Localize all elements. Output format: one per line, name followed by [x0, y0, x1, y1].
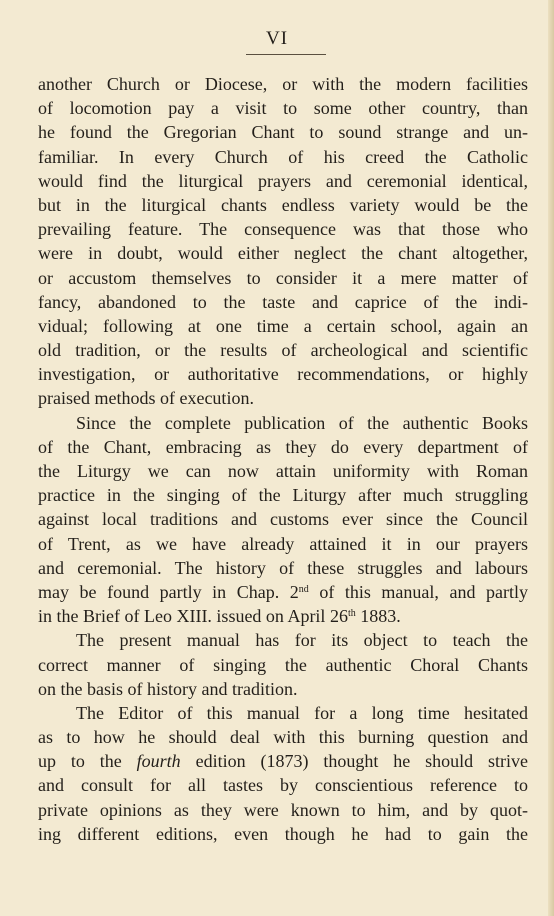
header-rule	[246, 54, 326, 55]
text-line: investigation, or authoritative recommendations, or highly	[38, 364, 528, 385]
text-line	[38, 580, 528, 604]
text-fragment: of this manual, and partly	[308, 581, 528, 602]
text-line: would find the liturgical prayers and ceremonial identical,	[38, 170, 528, 191]
paragraph-3	[38, 628, 528, 701]
ordinal-suffix: nd	[298, 583, 309, 595]
italic-word: fourth	[136, 751, 181, 772]
text-line: private opinions as they were known to him, and by quot-	[38, 799, 528, 820]
text-line: of Trent, as we have already attained it in our prayers	[38, 533, 528, 554]
text-line: but in the liturgical chants endless variety would be the	[38, 194, 528, 215]
text-line: vidual; following at one time a certain school, again an	[38, 315, 528, 336]
text-line: of locomotion pay a visit to some other country, than	[38, 98, 528, 119]
text-line: correct manner of singing the authentic Choral Chants	[38, 654, 528, 675]
page-edge	[548, 0, 554, 916]
page-body	[38, 72, 528, 846]
text-line: old tradition, or the results of archeological and scientific	[38, 340, 528, 361]
page-number: VI	[265, 28, 289, 49]
text-line: practice in the singing of the Liturgy after much struggling	[38, 485, 528, 506]
text-line: Since the complete publication of the authentic Books	[76, 412, 528, 433]
text-line: and ceremonial. The history of these struggles and labours	[38, 557, 528, 578]
text-line: on the basis of history and tradition.	[38, 678, 298, 699]
text-fragment: up to the	[38, 751, 137, 772]
text-line: and consult for all tastes by conscientious reference to	[38, 775, 528, 796]
text-fragment: edition (1873) thought he should strive	[180, 751, 528, 772]
paragraph-4	[38, 701, 528, 846]
text-line: the Liturgy we can now attain uniformity with Roman	[38, 461, 528, 481]
text-line: as to how he should deal with this burning question and	[38, 727, 528, 748]
text-fragment: 1883.	[355, 606, 401, 627]
text-line: another Church or Diocese, or with the modern facilities	[38, 74, 528, 94]
text-line	[38, 749, 528, 773]
ordinal-suffix: th	[347, 608, 356, 620]
text-line: The present manual has for its object to teach the	[76, 630, 528, 651]
text-line: he found the Gregorian Chant to sound strange and un-	[38, 122, 528, 143]
text-line: ing different editions, even though he had to gain the	[38, 823, 528, 844]
text-fragment: in the Brief of Leo XIII. issued on April 26	[38, 606, 348, 627]
text-line: against local traditions and customs ever since the Council	[38, 509, 528, 530]
paragraph-1	[38, 72, 528, 411]
text-fragment: may be found partly in Chap. 2	[38, 581, 299, 602]
paragraph-2	[38, 411, 528, 629]
text-line: fancy, abandoned to the taste and caprice of the indi-	[38, 291, 528, 312]
text-line: were in doubt, would either neglect the chant altogether,	[38, 243, 528, 264]
text-line: praised methods of execution.	[38, 388, 254, 409]
text-line: familiar. In every Church of his creed the Catholic	[38, 146, 528, 167]
text-line: prevailing feature. The consequence was that those who	[38, 219, 528, 240]
text-line: of the Chant, embracing as they do every department of	[38, 436, 528, 457]
text-line: The Editor of this manual for a long time hesitated	[76, 702, 528, 723]
text-line: or accustom themselves to consider it a mere matter of	[38, 267, 528, 288]
text-line	[38, 604, 528, 628]
